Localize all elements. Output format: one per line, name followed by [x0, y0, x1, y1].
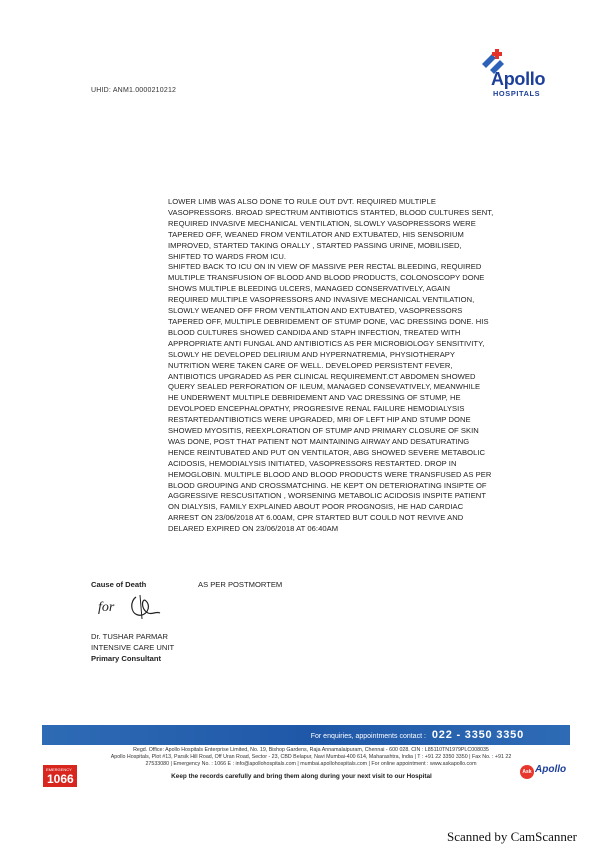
ask-apollo-logo	[520, 763, 566, 783]
summary-line: BLOOD GROUPING AND CROSSMATCHING. HE KEPT ON DETERIORATING INSIPTE OF	[168, 480, 487, 490]
summary-line: SLOWLY HE DEVELOPED DELIRIUM AND HYPERNATREMIA, PHYSIOTHERAPY	[168, 349, 456, 359]
summary-line: REQUIRED INVASIVE MECHANICAL VENTILATION, SLOWLY VASOPRESSORS WERE	[168, 218, 476, 228]
cause-of-death-value: AS PER POSTMORTEM	[198, 580, 283, 589]
reg-line: Regd. Office: Apollo Hospitals Enterprise Limited, No. 19, Bishop Gardens, Raja Annamalaipuram, Chennai - 600 028. CIN : L85110TN1979PLC008035	[133, 747, 489, 753]
signature-for-text: for	[98, 600, 115, 615]
summary-line: WAS DONE, POST THAT PATIENT NOT MAINTAINING AIRWAY AND DESATURATING	[168, 436, 470, 446]
summary-line: ARREST ON 23/06/2018 AT 6.00AM, CPR STARTED BUT COULD NOT REVIVE AND	[168, 513, 464, 523]
cause-of-death	[91, 580, 283, 589]
doctor-unit: INTENSIVE CARE UNIT	[91, 643, 175, 652]
summary-line: VASOPRESSORS. BROAD SPECTRUM ANTIBIOTICS STARTED, BLOOD CULTURES SENT,	[168, 207, 494, 217]
reg-line: 27533080 | Emergency No. : 1066 E : info@apollohospitals.com | mumbai.apollohospitals.com | For online appointment : www.askapollo.com	[145, 761, 477, 768]
scanner-watermark: Scanned by CamScanner	[447, 829, 577, 844]
enquiry-bar	[42, 725, 570, 745]
summary-line: ON DIALYSIS, FAMILY EXPLAINED ABOUT POOR PROGNOSIS, HE HAD CARDIAC	[168, 502, 464, 512]
signature	[96, 593, 166, 621]
summary-line: LOWER LIMB WAS ALSO DONE TO RULE OUT DVT. REQUIRED MULTIPLE	[168, 197, 436, 206]
summary-line: NUTRITION WERE TAKEN CARE OF WELL. DEVELOPED PERSISTENT FEVER,	[168, 360, 453, 370]
summary-line: IMPROVED, STARTED TAKING ORALLY , STARTED PASSING URINE, MOBILISED,	[168, 240, 462, 250]
doctor-role: Primary Consultant	[91, 654, 162, 663]
enquiry-text	[311, 729, 524, 741]
summary-line: ACIDOSIS, HEMODIALYSIS INITIATED, VASOPRESSORS RESTARTED. DROP IN	[168, 458, 457, 468]
summary-line: AGGRESSIVE RESCUSITATION , WORSENING METABOLIC ACIDOSIS INSPITE PATIENT	[168, 491, 487, 501]
doctor-block	[91, 631, 174, 664]
summary-line: SHOWS MULTIPLE BLEEDING ULCERS, MANAGED CONSERVATIVELY, AGAIN	[168, 284, 450, 294]
summary-line: HEMOGLOBIN. MULTIPLE BLOOD AND BLOOD PRODUCTS WERE TRANSFUSED AS PER	[168, 469, 492, 479]
emergency-label: EMERGENCY	[46, 767, 72, 772]
apollo-logo	[468, 48, 580, 106]
summary-line: APPROPRIATE ANTI FUNGAL AND ANTIBIOTICS AS PER MICROBIOLOGY SENSITIVITY,	[168, 338, 485, 348]
summary-line: QUERY SEALED PERFORATION OF ILEUM, MANAGED CONSEVATIVELY, MEANWHILE	[168, 382, 481, 392]
clinical-summary	[168, 197, 518, 535]
summary-line: ANTIBIOTICS UPGRADED AS PER CLINICAL REQUIREMENT.CT ABDOMEN SHOWED	[168, 371, 476, 381]
doctor-name: Dr. TUSHAR PARMAR	[91, 632, 168, 641]
summary-line: SHIFTED BACK TO ICU ON IN VIEW OF MASSIVE PER RECTAL BLEEDING, REQUIRED	[168, 262, 482, 272]
cause-of-death-label: Cause of Death	[91, 580, 147, 589]
uhid-label: UHID: ANM1.0000210212	[91, 87, 177, 94]
footer	[0, 717, 603, 817]
enquiry-label: For enquiries, appointments contact :	[310, 733, 426, 740]
reg-line: Apollo Hospitals, Plot #13, Parsik Hill Road, Off Uran Road, Sector - 23, CBD Belapur, Navi Mumbai-400 614, Maharashtra, India | T : +91 22 3350 3350 | Fax No. : +91 22	[110, 754, 512, 761]
summary-line: SHOWED MYOSITIS, REEXPLORATION OF STUMP AND PRIMARY CLOSURE OF SKIN	[168, 426, 479, 436]
keep-records-note: Keep the records carefully and bring them along during your next visit to our Hospital	[171, 773, 432, 780]
registration-info	[56, 747, 566, 769]
summary-line: MULTIPLE TRANSFUSION OF BLOOD AND BLOOD PRODUCTS, COLONOSCOPY DONE	[168, 273, 485, 283]
summary-line: HENCE REINTUBATED AND PUT ON VENTILATOR, ABG SHOWED SEVERE METABOLIC	[168, 447, 486, 457]
summary-line: TAPERED OFF, MULTIPLE DEBRIDEMENT OF STUMP DONE, VAC DRESSING DONE. HIS	[168, 316, 489, 326]
summary-line: DEVOLPOED ENCEPHALOPATHY, PROGRESIVE RENAL FAILURE HEMODIALYSIS	[168, 404, 465, 414]
summary-line: TAPERED OFF, WEANED FROM VENTILATOR AND EXTUBATED, HIS SENSORIUM	[168, 229, 464, 239]
summary-line: SLOWLY WEANED OFF FROM VENTILATION AND EXTUBATED, VASOPRESSORS	[168, 306, 463, 316]
summary-line: DELARED EXPIRED ON 23/06/2018 AT 06:40AM	[168, 524, 339, 534]
summary-line: REQUIRED MULTIPLE VASOPRESSORS AND INVASIVE MECHANICAL VENTILATION,	[168, 295, 475, 305]
summary-line: BLOOD CULTURES SHOWED CANDIDA AND STAPH INFECTION, TREATED WITH	[168, 327, 461, 337]
logo-name: Apollo	[491, 69, 546, 89]
enquiry-number: 022 - 3350 3350	[431, 729, 524, 741]
logo-subtitle: HOSPITALS	[493, 89, 541, 98]
emergency-number: 1066	[47, 772, 74, 786]
summary-line: RESTARTEDANTIBIOTICS WERE UPGRADED, MRI OF LEFT HIP AND STUMP DONE	[168, 415, 471, 425]
ask-brand: Apollo	[535, 764, 567, 775]
summary-line: SHIFTED TO WARDS FROM ICU.	[168, 251, 287, 261]
ask-label: Ask	[520, 765, 534, 779]
summary-line: HE UNDERWENT MULTIPLE DEBRIDEMENT AND VAC DRESSING OF STUMP, HE	[168, 393, 461, 403]
